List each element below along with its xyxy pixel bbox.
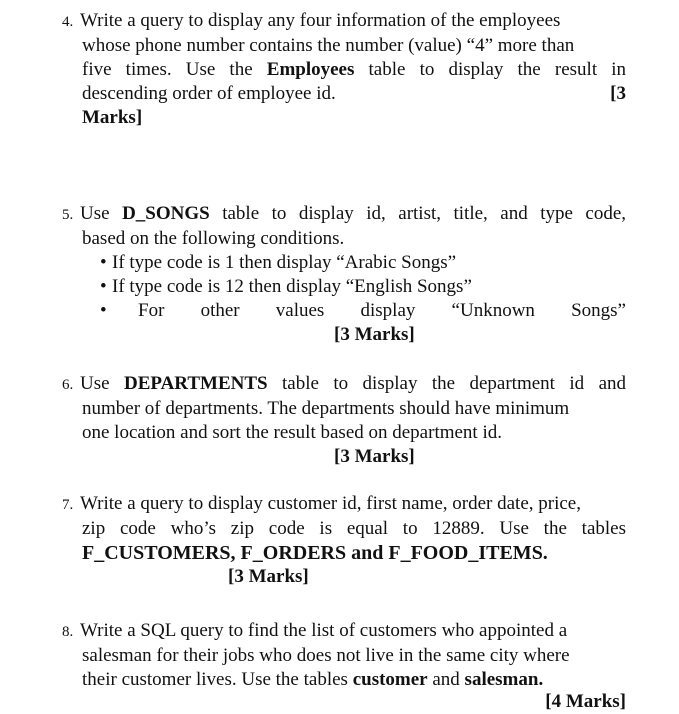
text-fragment: and — [432, 669, 460, 690]
table-name: salesman. — [464, 669, 544, 690]
list-item — [62, 275, 626, 299]
question-text — [62, 372, 626, 397]
question-text: whose phone number contains the number (value) “4” more than — [82, 35, 575, 56]
text-fragment: table to display the result in — [368, 59, 627, 80]
list-item-text: If type code is 1 then display “Arabic Songs” — [112, 252, 457, 273]
question-text: zip code who’s zip code is equal to 12889. Use the tables — [82, 518, 626, 539]
question-5 — [62, 202, 626, 347]
question-number: 7. — [62, 497, 74, 513]
question-text: Write a query to display customer id, first name, order date, price, — [80, 493, 581, 514]
question-number: 5. — [62, 207, 74, 223]
list-item — [62, 251, 626, 275]
marks-label: [3 Marks] — [334, 446, 415, 467]
question-number: 4. — [62, 14, 74, 30]
table-name: DEPARTMENTS — [123, 373, 268, 394]
question-text: descending order of employee id. — [82, 83, 336, 104]
marks-label: [3 Marks] — [228, 566, 309, 587]
text-fragment: Use — [80, 203, 110, 224]
marks-label: Marks] — [82, 107, 143, 128]
question-text-row — [62, 82, 626, 106]
question-8 — [62, 619, 626, 712]
text-fragment: five times. Use the — [82, 59, 253, 80]
question-text — [62, 668, 626, 692]
list-item-text: If type code is 12 then display “English Songs” — [112, 276, 472, 297]
bullet-icon: • — [100, 300, 107, 321]
question-text — [62, 202, 626, 227]
question-text: Write a SQL query to find the list of customers who appointed a — [80, 620, 568, 641]
question-text: salesman for their jobs who does not live in the same city where — [82, 645, 570, 666]
table-names: F_CUSTOMERS, F_ORDERS and F_FOOD_ITEMS. — [82, 542, 548, 564]
question-6 — [62, 372, 626, 469]
question-text: based on the following conditions. — [82, 228, 345, 249]
text-fragment: Use — [80, 373, 110, 394]
question-text: number of departments. The departments should have minimum — [82, 398, 570, 419]
question-text: Write a query to display any four information of the employees — [80, 10, 561, 31]
list-item — [62, 299, 626, 323]
marks-row-clipped — [62, 691, 626, 712]
list-item-text: For other values display “Unknown Songs” — [138, 300, 626, 321]
question-number: 8. — [62, 624, 74, 640]
question-number: 6. — [62, 377, 74, 393]
question-4 — [62, 9, 626, 130]
bullet-icon: • — [100, 252, 107, 273]
table-name: Employees — [266, 59, 355, 80]
text-fragment: their customer lives. Use the tables — [82, 669, 348, 690]
text-fragment: table to display id, artist, title, and type code, — [222, 203, 627, 224]
marks-label: [3 — [610, 83, 626, 104]
table-name: customer — [352, 669, 428, 690]
question-text — [62, 58, 626, 82]
bullet-icon: • — [100, 276, 107, 297]
text-fragment: table to display the department id and — [282, 373, 626, 394]
table-name: D_SONGS — [122, 203, 210, 224]
question-7 — [62, 492, 626, 589]
marks-label: [4 Marks] — [545, 691, 626, 712]
marks-label: [3 Marks] — [334, 324, 415, 345]
question-text: one location and sort the result based on department id. — [82, 422, 502, 443]
